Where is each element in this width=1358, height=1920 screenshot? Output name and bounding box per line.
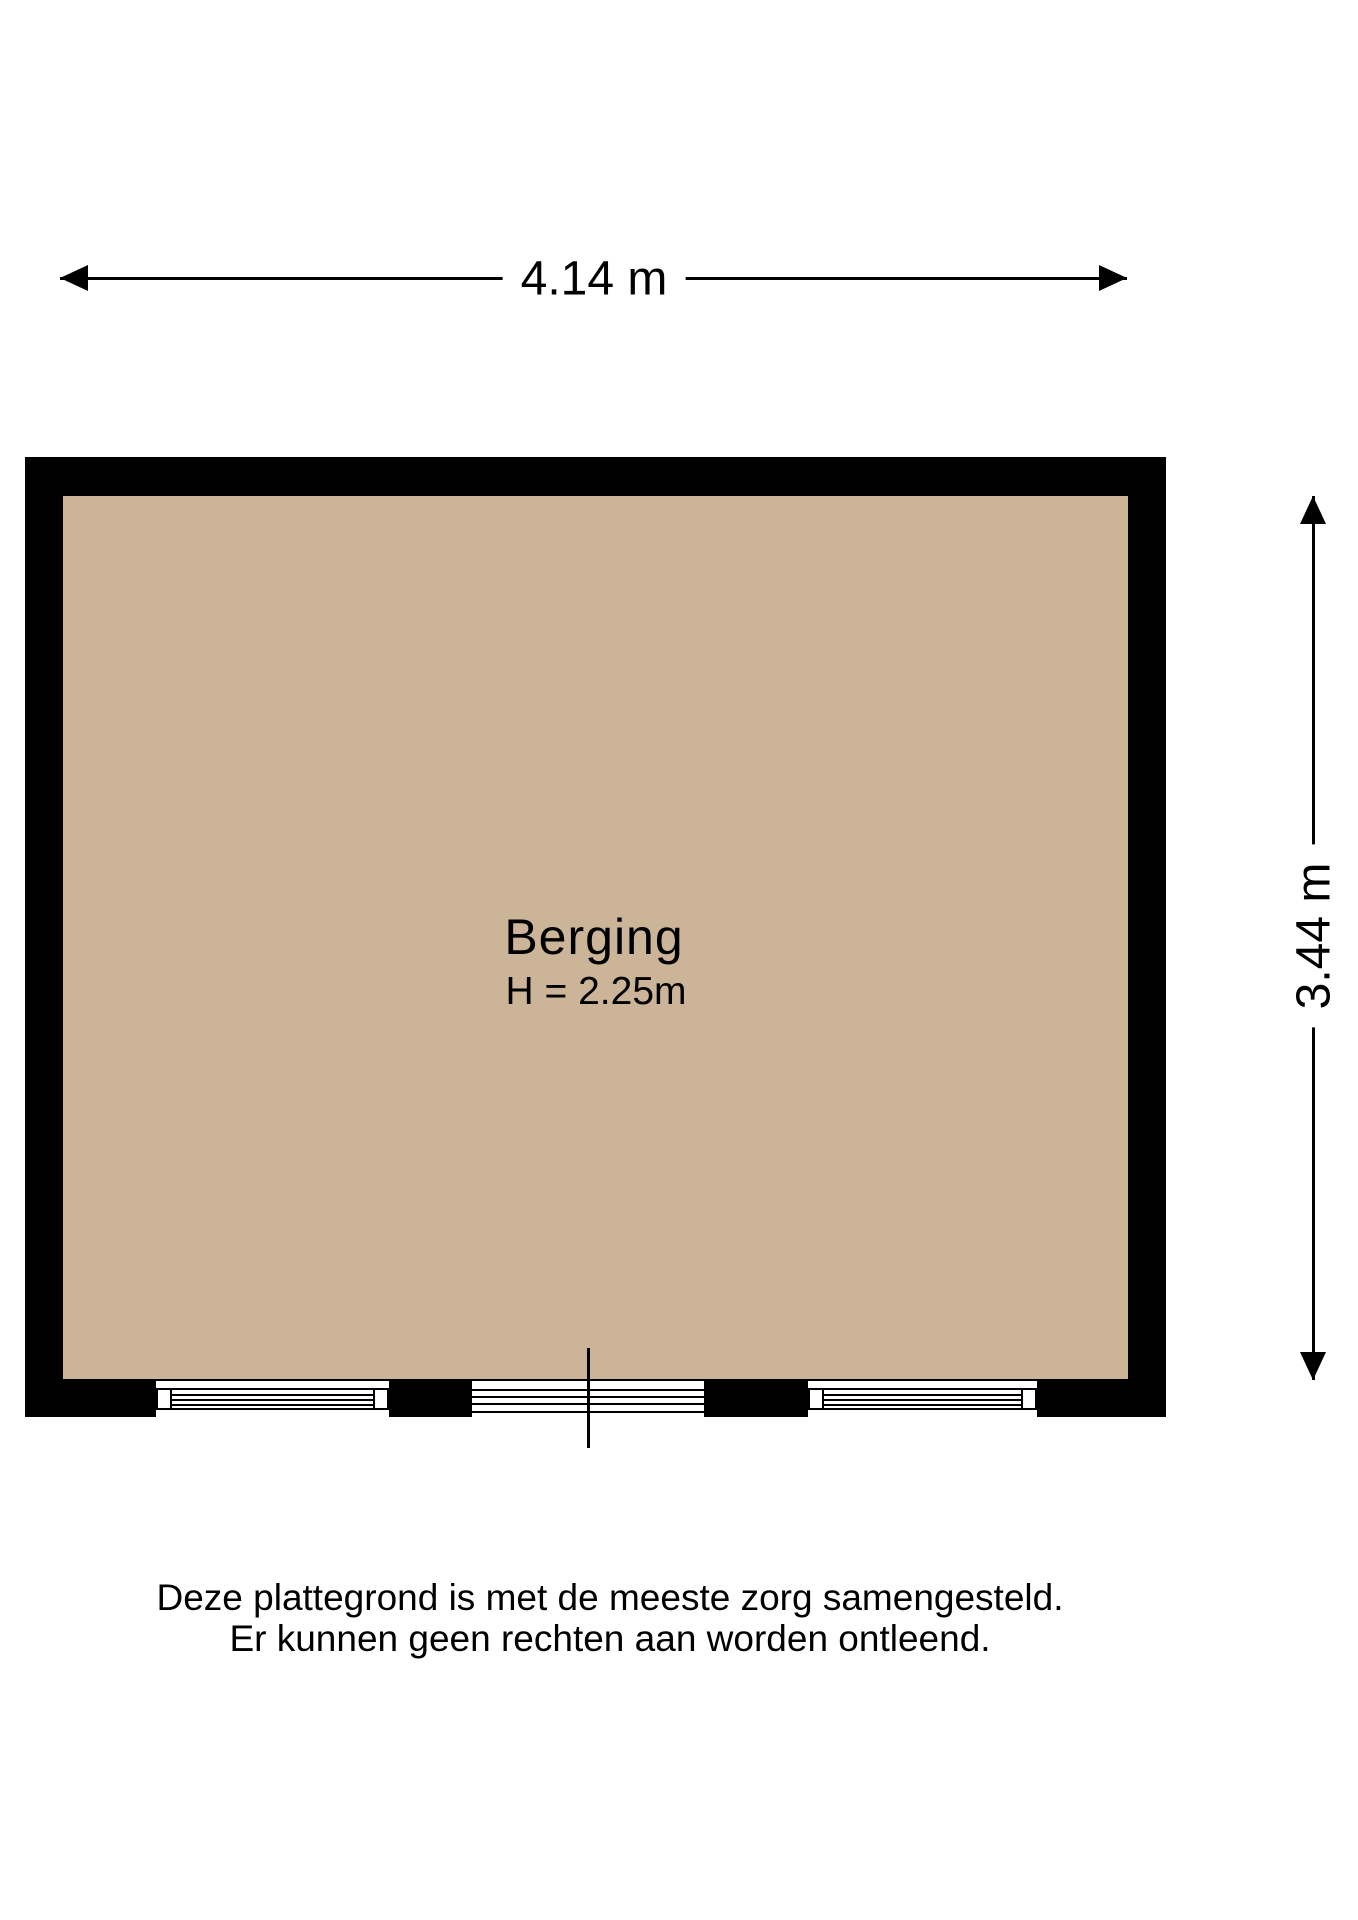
window-glass-line (172, 1399, 373, 1401)
depth-dimension-label: 3.44 m (1287, 845, 1342, 1028)
disclaimer-line-2: Er kunnen geen rechten aan worden ontleend. (229, 1618, 991, 1659)
room-ceiling-height-label: H = 2.25m (505, 970, 687, 1013)
window-symbol (808, 1388, 1037, 1410)
window-glass-line (824, 1399, 1021, 1401)
arrow-up-icon (1300, 496, 1326, 524)
window-opening-right (808, 1379, 1037, 1417)
window-symbol (156, 1388, 389, 1410)
arrow-right-icon (1099, 265, 1127, 291)
arrow-down-icon (1300, 1352, 1326, 1380)
room-name-label: Berging (504, 909, 684, 965)
window-glass-line (172, 1394, 373, 1396)
width-dimension-label: 4.14 m (503, 252, 686, 307)
window-glass-line (824, 1404, 1021, 1406)
window-frame-divider (373, 1390, 375, 1408)
window-glass-line (172, 1404, 373, 1406)
disclaimer (157, 1577, 1064, 1659)
window-frame-divider (1021, 1390, 1023, 1408)
door-divider-line (587, 1348, 590, 1448)
disclaimer-line-1: Deze plattegrond is met de meeste zorg samengesteld. (156, 1577, 1064, 1618)
window-glass-line (824, 1394, 1021, 1396)
window-opening-left (156, 1379, 389, 1417)
arrow-left-icon (60, 265, 88, 291)
